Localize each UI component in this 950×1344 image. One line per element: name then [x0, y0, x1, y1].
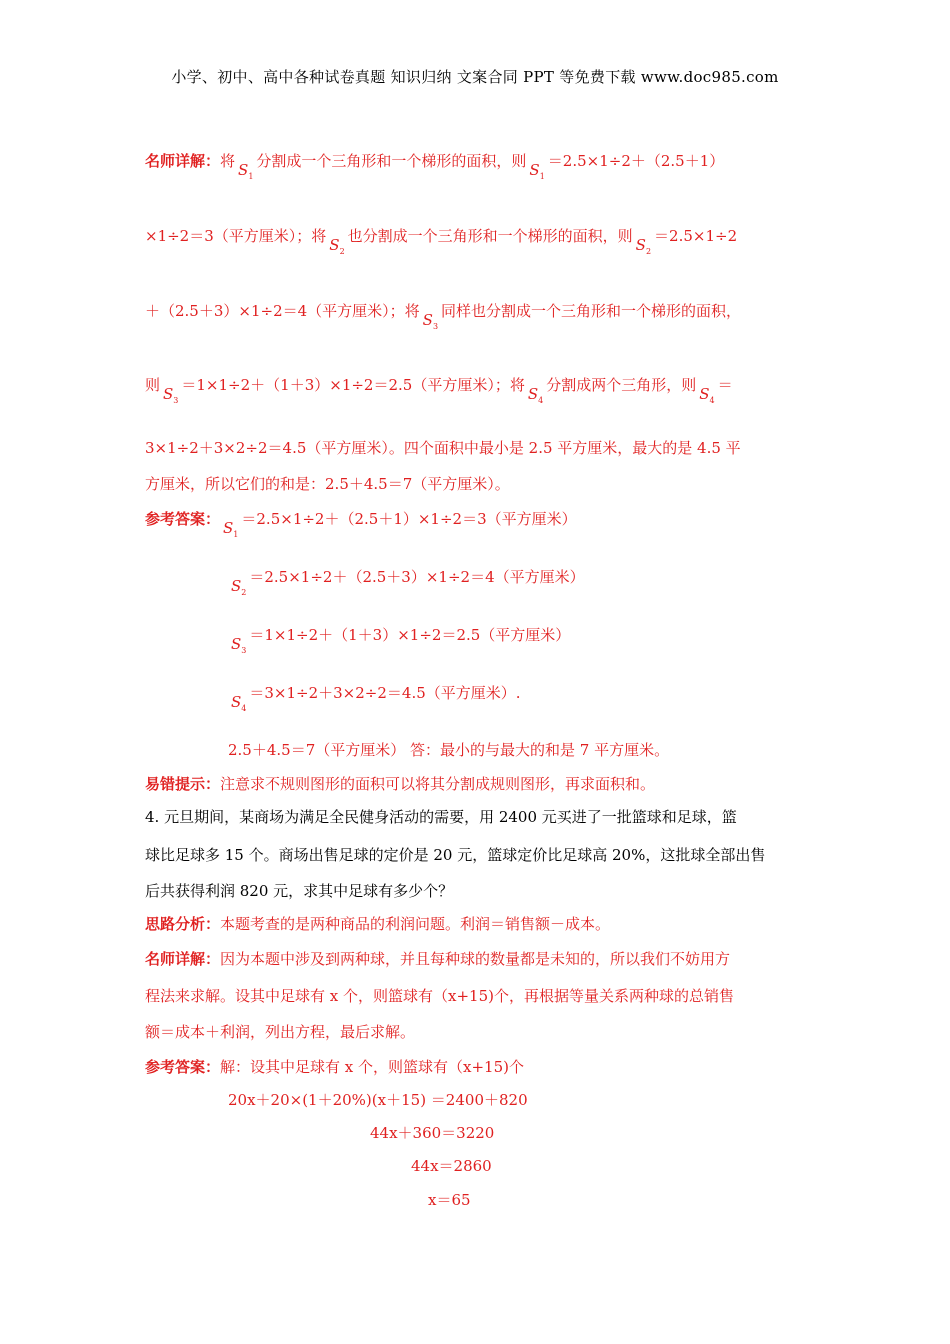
- s3-symbol: $S_3$: [231, 635, 247, 655]
- s3-symbol: $S_3$: [163, 385, 179, 405]
- answer1-line3: $S_3=1\times 1\div 2+(1+3)\times 1\div 2=2.5$（平方厘米）: [231, 626, 571, 655]
- answer1-label: 参考答案：: [145, 510, 221, 528]
- answer1-line4: $S_4=3\times 1\div 2+3\times 2\div 2=4.5$（平方厘米）.: [231, 684, 521, 713]
- explain2-line3: 额＝成本＋利润，列出方程，最后求解。: [145, 1023, 416, 1041]
- s3-symbol: $S_3$: [422, 311, 439, 331]
- s1-symbol: $S_1$: [238, 161, 254, 181]
- explain1-label: 名师详解：: [145, 152, 221, 170]
- q4-line3: 后共获得利润 820 元，求其中足球有多少个？: [145, 882, 454, 900]
- explain2-line2: 程法来求解。设其中足球有 x 个，则篮球有（x+15)个，再根据等量关系两种球的总销售: [145, 987, 734, 1005]
- answer2-label: 参考答案：: [145, 1058, 221, 1076]
- answer2-line1: 参考答案：解：设其中足球有 x 个，则篮球有（x+15)个: [145, 1058, 524, 1076]
- s2-symbol: $S_2$: [635, 236, 652, 256]
- q4-line2: 球比足球多 15 个。商场出售足球的定价是 20 元，篮球定价比足球高 20%，这批球全部出售: [145, 846, 766, 864]
- s4-symbol: $S_4$: [699, 385, 715, 405]
- explain1-line6: 方厘米，所以它们的和是：2.5＋4.5＝7（平方厘米）。: [145, 475, 510, 493]
- equation-3: 44x＝2860: [411, 1157, 492, 1175]
- equation-1: 20x＋20×(1＋20%)(x＋15) ＝2400＋820: [228, 1091, 528, 1109]
- explain1-line1: 名师详解：将 $S_1$分割成一个三角形和一个梯形的面积，则 $S_1=2.5\times 1\div 2+(2.5+1)$: [145, 152, 725, 181]
- q4-line1: 4. 元旦期间，某商场为满足全民健身活动的需要，用 2400 元买进了一批篮球和足球，篮: [145, 808, 737, 826]
- s2-symbol: $S_2$: [231, 577, 247, 597]
- explain2-line1: 名师详解：因为本题中涉及到两种球，并且每种球的数量都是未知的，所以我们不妨用方: [145, 950, 731, 968]
- s1-symbol: $S_1$: [529, 161, 545, 181]
- tip-line: 易错提示：注意求不规则图形的面积可以将其分割成规则图形，再求面积和。: [145, 775, 656, 793]
- explain1-line3: ＋（2.5＋3）×1÷2＝4（平方厘米）；将 $S_3$同样也分割成一个三角形和一个梯形的面积，: [145, 302, 742, 331]
- s1-symbol: $S_1$: [223, 519, 239, 539]
- equation-4: x＝65: [428, 1191, 471, 1209]
- answer1-line5: 2.5＋4.5＝7（平方厘米） 答：最小的与最大的和是 7 平方厘米。: [228, 741, 670, 759]
- s2-symbol: $S_2$: [329, 236, 345, 256]
- page-header: 小学、初中、高中各种试卷真题 知识归纳 文案合同 PPT 等免费下载 www.doc985.com: [171, 68, 779, 86]
- equation-2: 44x＋360＝3220: [370, 1124, 495, 1142]
- explain1-line5: 3×1÷2＋3×2÷2＝4.5（平方厘米）。四个面积中最小是 2.5 平方厘米，最大的是 4.5 平: [145, 439, 741, 457]
- s4-symbol: $S_4$: [527, 385, 544, 405]
- answer1-line1: 参考答案： $S_1=2.5\times 1\div 2+(2.5+1)\times 1\div 2=3$（平方厘米）: [145, 510, 577, 539]
- explain1-line2: ×1÷2＝3（平方厘米）；将 $S_2$也分割成一个三角形和一个梯形的面积，则 $S_2=2.5\times 1\div 2$: [145, 227, 738, 256]
- analysis-line: 思路分析：本题考查的是两种商品的利润问题。利润＝销售额－成本。: [145, 915, 611, 933]
- tip-label: 易错提示：: [145, 775, 221, 793]
- s4-symbol: $S_4$: [231, 693, 247, 713]
- answer1-line2: $S_2=2.5\times 1\div 2+(2.5+3)\times 1\div 2=4$（平方厘米）: [231, 568, 585, 597]
- explain2-label: 名师详解：: [145, 950, 221, 968]
- analysis-label: 思路分析：: [145, 915, 221, 933]
- explain1-line4: 则 $S_3=1\times 1\div 2+(1+3)\times 1\div 2=2.5$（平方厘米）；将 $S_4$分割成两个三角形，则 $S_4=$: [145, 376, 733, 405]
